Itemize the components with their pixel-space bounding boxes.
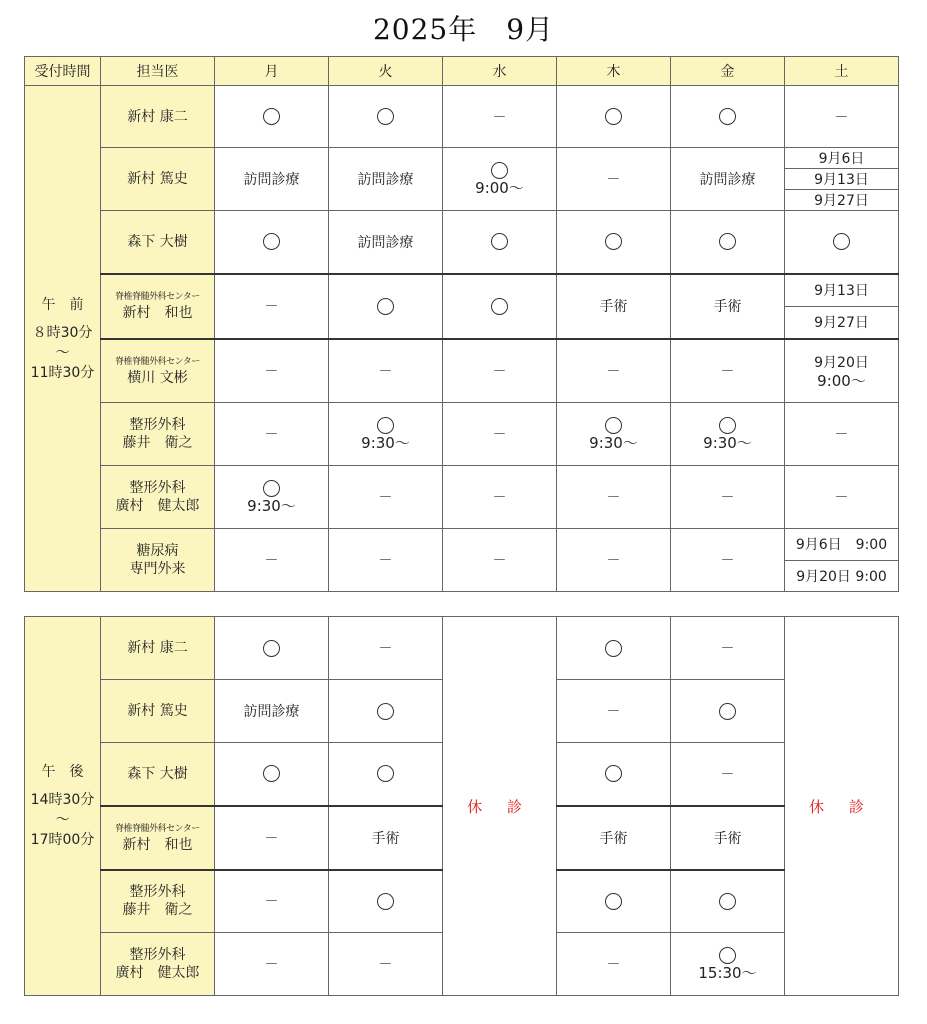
unavailable-dash: － [264, 553, 279, 569]
available-circle-icon [491, 298, 508, 315]
schedule-cell [443, 403, 557, 466]
available-circle-icon [377, 298, 394, 315]
column-header: 水 [443, 57, 557, 86]
available-circle-icon [377, 108, 394, 125]
doctor-department: 脊椎脊髄外科センター [115, 356, 200, 367]
cell-text: 手術 [713, 299, 742, 315]
unavailable-dash: － [264, 957, 279, 973]
doctor-name: 新村 和也 [122, 305, 193, 321]
schedule-cell [557, 617, 671, 680]
unavailable-dash: － [492, 427, 507, 443]
schedule-cell [329, 339, 443, 403]
reception-time-line: 11時30分 [30, 364, 95, 381]
saturday-date: 9月27日 [814, 193, 869, 209]
unavailable-dash: － [492, 490, 507, 506]
page-title: 2025年 9月 [372, 13, 555, 46]
saturday-date-row [785, 169, 898, 190]
doctor-cell [101, 274, 215, 339]
schedule-cell [557, 148, 671, 211]
schedule-cell [671, 680, 785, 743]
unavailable-dash: － [720, 363, 735, 380]
reception-time-line: 午 後 [41, 764, 84, 780]
available-circle-icon [263, 640, 280, 657]
schedule-cell [329, 806, 443, 870]
unavailable-dash: － [720, 766, 735, 783]
saturday-date: 9月6日 [785, 148, 898, 169]
doctor-cell [101, 86, 215, 148]
doctor-cell [101, 870, 215, 933]
schedule-cell [329, 211, 443, 274]
available-circle-icon [377, 703, 394, 720]
schedule-cell [215, 86, 329, 148]
unavailable-dash: － [378, 490, 393, 506]
schedule-cell [443, 148, 557, 211]
doctor-cell [101, 933, 215, 996]
schedule-cell [785, 339, 899, 403]
start-time: 9:30～ [703, 433, 752, 452]
schedule-cell [671, 743, 785, 806]
schedule-row [25, 529, 899, 592]
reception-time-line: 14時30分 [30, 792, 95, 808]
schedule-cell [215, 466, 329, 529]
cell-text: 訪問診療 [243, 172, 300, 188]
schedule-cell [557, 274, 671, 339]
cell-text: 訪問診療 [243, 704, 300, 720]
cell-text: 手術 [599, 830, 628, 847]
start-time: 9:30～ [361, 433, 410, 452]
saturday-date: 9月13日 [785, 275, 898, 307]
doctor-cell [101, 466, 215, 529]
schedule-cell [785, 86, 899, 148]
schedule-cell [785, 529, 899, 592]
schedule-cell [215, 211, 329, 274]
doctor-cell [101, 148, 215, 211]
cell-text: 手術 [713, 830, 742, 847]
doctor-name: 森下 大樹 [127, 765, 188, 782]
reception-time-line: ～ [55, 344, 70, 361]
unavailable-dash: － [492, 553, 507, 569]
saturday-dates-list [785, 148, 898, 210]
available-circle-icon [605, 640, 622, 657]
column-header: 土 [785, 57, 899, 86]
available-circle-icon [605, 765, 622, 782]
doctor-department: 整形外科 [129, 480, 186, 496]
available-circle-icon [491, 233, 508, 250]
schedule-cell [215, 870, 329, 933]
available-circle-icon [719, 233, 736, 250]
doctor-department: 脊椎脊髄外科センター [115, 823, 200, 834]
doctor-cell [101, 743, 215, 806]
schedule-cell [557, 211, 671, 274]
cell-text: 訪問診療 [699, 172, 756, 188]
available-circle-icon [263, 108, 280, 125]
doctor-name: 藤井 衛之 [122, 902, 193, 919]
column-header: 木 [557, 57, 671, 86]
schedule-cell [671, 529, 785, 592]
unavailable-dash: － [834, 490, 849, 506]
closed-cell-wednesday: 休 診 [443, 617, 557, 996]
schedule-cell [671, 211, 785, 274]
cell-text: 手術 [371, 830, 400, 847]
available-circle-icon [605, 108, 622, 125]
schedule-cell [671, 274, 785, 339]
schedule-cell [443, 86, 557, 148]
unavailable-dash: － [606, 553, 621, 569]
unavailable-dash: － [264, 894, 279, 911]
unavailable-dash: － [378, 641, 393, 657]
available-circle-icon [719, 108, 736, 125]
unavailable-dash: － [264, 363, 279, 380]
unavailable-dash: － [606, 363, 621, 380]
schedule-cell [443, 339, 557, 403]
available-circle-icon [263, 480, 280, 497]
schedule-cell [671, 806, 785, 870]
doctor-cell [101, 680, 215, 743]
available-circle-icon [833, 233, 850, 250]
saturday-dates-list [785, 529, 898, 591]
saturday-date-row [785, 275, 898, 307]
reception-time-line: 午 前 [41, 296, 84, 313]
schedule-cell [557, 743, 671, 806]
available-circle-icon [719, 417, 736, 434]
schedule-cell [215, 403, 329, 466]
unavailable-dash: － [378, 957, 393, 973]
schedule-cell [443, 211, 557, 274]
schedule-cell [215, 933, 329, 996]
reception-time-line: ～ [55, 812, 70, 828]
schedule-row [25, 339, 899, 403]
doctor-name: 藤井 衛之 [122, 435, 193, 451]
doctor-name: 横川 文彬 [127, 369, 188, 386]
column-header: 担当医 [101, 57, 215, 86]
schedule-cell [215, 529, 329, 592]
schedule-cell [215, 806, 329, 870]
doctor-name: 廣村 健太郎 [115, 498, 200, 514]
schedule-cell [557, 86, 671, 148]
schedule-cell [671, 339, 785, 403]
reception-time-line: ８時30分 [32, 324, 93, 341]
cell-text: 手術 [599, 299, 628, 315]
schedule-cell [557, 933, 671, 996]
unavailable-dash: － [264, 830, 279, 847]
unavailable-dash: － [264, 427, 279, 443]
unavailable-dash: － [378, 553, 393, 569]
unavailable-dash: － [606, 957, 621, 973]
doctor-name: 新村 康二 [127, 108, 188, 125]
saturday-date: 9月13日 [785, 169, 898, 190]
schedule-row [25, 211, 899, 274]
unavailable-dash: － [606, 172, 621, 188]
available-circle-icon [377, 893, 394, 910]
schedule-row [25, 148, 899, 211]
doctor-name: 廣村 健太郎 [115, 965, 200, 981]
doctor-cell [101, 403, 215, 466]
schedule-row [25, 403, 899, 466]
schedule-cell [785, 403, 899, 466]
available-circle-icon [377, 417, 394, 434]
unavailable-dash: － [720, 553, 735, 569]
schedule-cell [329, 933, 443, 996]
available-circle-icon [263, 233, 280, 250]
schedule-cell [329, 403, 443, 466]
schedule-cell [215, 274, 329, 339]
cell-text: 訪問診療 [357, 172, 414, 188]
available-circle-icon [605, 233, 622, 250]
start-time: 9:30～ [589, 433, 638, 452]
column-header: 月 [215, 57, 329, 86]
doctor-department: 整形外科 [129, 417, 186, 433]
schedule-cell [671, 86, 785, 148]
doctor-name: 森下 大樹 [127, 233, 188, 250]
doctor-name: 専門外来 [129, 561, 186, 577]
schedule-cell [443, 274, 557, 339]
saturday-dates-list [785, 275, 898, 338]
saturday-date: 9月6日 9:00 [785, 529, 898, 560]
schedule-cell [215, 148, 329, 211]
reception-time-cell [25, 617, 101, 996]
start-time: 9:00～ [817, 371, 866, 390]
saturday-date-row [785, 306, 898, 338]
available-circle-icon [719, 893, 736, 910]
doctor-name: 新村 和也 [122, 836, 193, 853]
schedule-cell [557, 680, 671, 743]
column-header: 金 [671, 57, 785, 86]
doctor-name: 新村 篤史 [127, 171, 188, 187]
schedule-cell [329, 148, 443, 211]
doctor-cell [101, 806, 215, 870]
start-time: 15:30～ [698, 963, 757, 982]
schedule-row [25, 86, 899, 148]
schedule-cell [329, 680, 443, 743]
cell-text: 訪問診療 [357, 234, 414, 251]
doctor-cell [101, 529, 215, 592]
schedule-cell [329, 529, 443, 592]
saturday-date-row [785, 560, 898, 591]
schedule-cell [785, 274, 899, 339]
unavailable-dash: － [606, 490, 621, 506]
schedule-cell [671, 466, 785, 529]
saturday-date-row [785, 529, 898, 560]
doctor-department: 脊椎脊髄外科センター [115, 292, 200, 302]
afternoon-schedule-table [24, 616, 899, 996]
schedule-row [25, 617, 899, 680]
available-circle-icon [491, 162, 508, 179]
schedule-cell [215, 339, 329, 403]
schedule-cell [329, 274, 443, 339]
available-circle-icon [263, 765, 280, 782]
schedule-cell [329, 743, 443, 806]
unavailable-dash: － [492, 363, 507, 380]
available-circle-icon [719, 947, 736, 964]
schedule-cell [329, 870, 443, 933]
schedule-cell [785, 211, 899, 274]
column-header: 火 [329, 57, 443, 86]
doctor-cell [101, 339, 215, 403]
available-circle-icon [605, 893, 622, 910]
unavailable-dash: － [834, 109, 849, 126]
doctor-department: 整形外科 [129, 884, 186, 901]
start-time: 9:30～ [247, 496, 296, 515]
available-circle-icon [377, 765, 394, 782]
available-circle-icon [605, 417, 622, 434]
column-header: 受付時間 [25, 57, 101, 86]
schedule-cell [329, 466, 443, 529]
schedule-cell [329, 617, 443, 680]
schedule-cell [557, 806, 671, 870]
schedule-cell [671, 870, 785, 933]
unavailable-dash: － [720, 490, 735, 506]
schedule-cell [557, 339, 671, 403]
saturday-date: 9月20日 9:00 [796, 568, 887, 585]
schedule-cell [557, 870, 671, 933]
schedule-cell [557, 403, 671, 466]
unavailable-dash: － [720, 641, 735, 657]
schedule-cell [785, 466, 899, 529]
closed-cell-saturday: 休 診 [785, 617, 899, 996]
schedule-cell [557, 529, 671, 592]
schedule-cell [215, 743, 329, 806]
schedule-row [25, 274, 899, 339]
doctor-cell [101, 211, 215, 274]
reception-time-line: 17時00分 [30, 832, 95, 848]
doctor-name: 新村 篤史 [127, 703, 188, 719]
schedule-cell [215, 680, 329, 743]
schedule-cell [443, 466, 557, 529]
saturday-date-row [785, 148, 898, 169]
doctor-department: 糖尿病 [136, 543, 179, 559]
doctor-name: 新村 康二 [127, 640, 188, 656]
unavailable-dash: － [834, 427, 849, 443]
unavailable-dash: － [264, 299, 279, 315]
unavailable-dash: － [606, 704, 621, 720]
unavailable-dash: － [378, 363, 393, 380]
schedule-cell [785, 148, 899, 211]
schedule-cell [557, 466, 671, 529]
schedule-cell [671, 933, 785, 996]
start-time: 9:00～ [475, 178, 524, 197]
schedule-cell [443, 529, 557, 592]
schedule-cell [215, 617, 329, 680]
saturday-date: 9月27日 [814, 315, 869, 331]
schedule-cell [671, 617, 785, 680]
schedule-cell [671, 403, 785, 466]
schedule-row [25, 466, 899, 529]
unavailable-dash: － [492, 109, 507, 126]
doctor-cell [101, 617, 215, 680]
reception-time-cell [25, 86, 101, 592]
schedule-cell [671, 148, 785, 211]
header-row [25, 57, 899, 86]
available-circle-icon [719, 703, 736, 720]
cell-text: 9月20日 [814, 354, 869, 371]
schedule-cell [329, 86, 443, 148]
saturday-date-row [785, 190, 898, 211]
morning-schedule-table [24, 56, 899, 592]
doctor-department: 整形外科 [129, 947, 186, 963]
